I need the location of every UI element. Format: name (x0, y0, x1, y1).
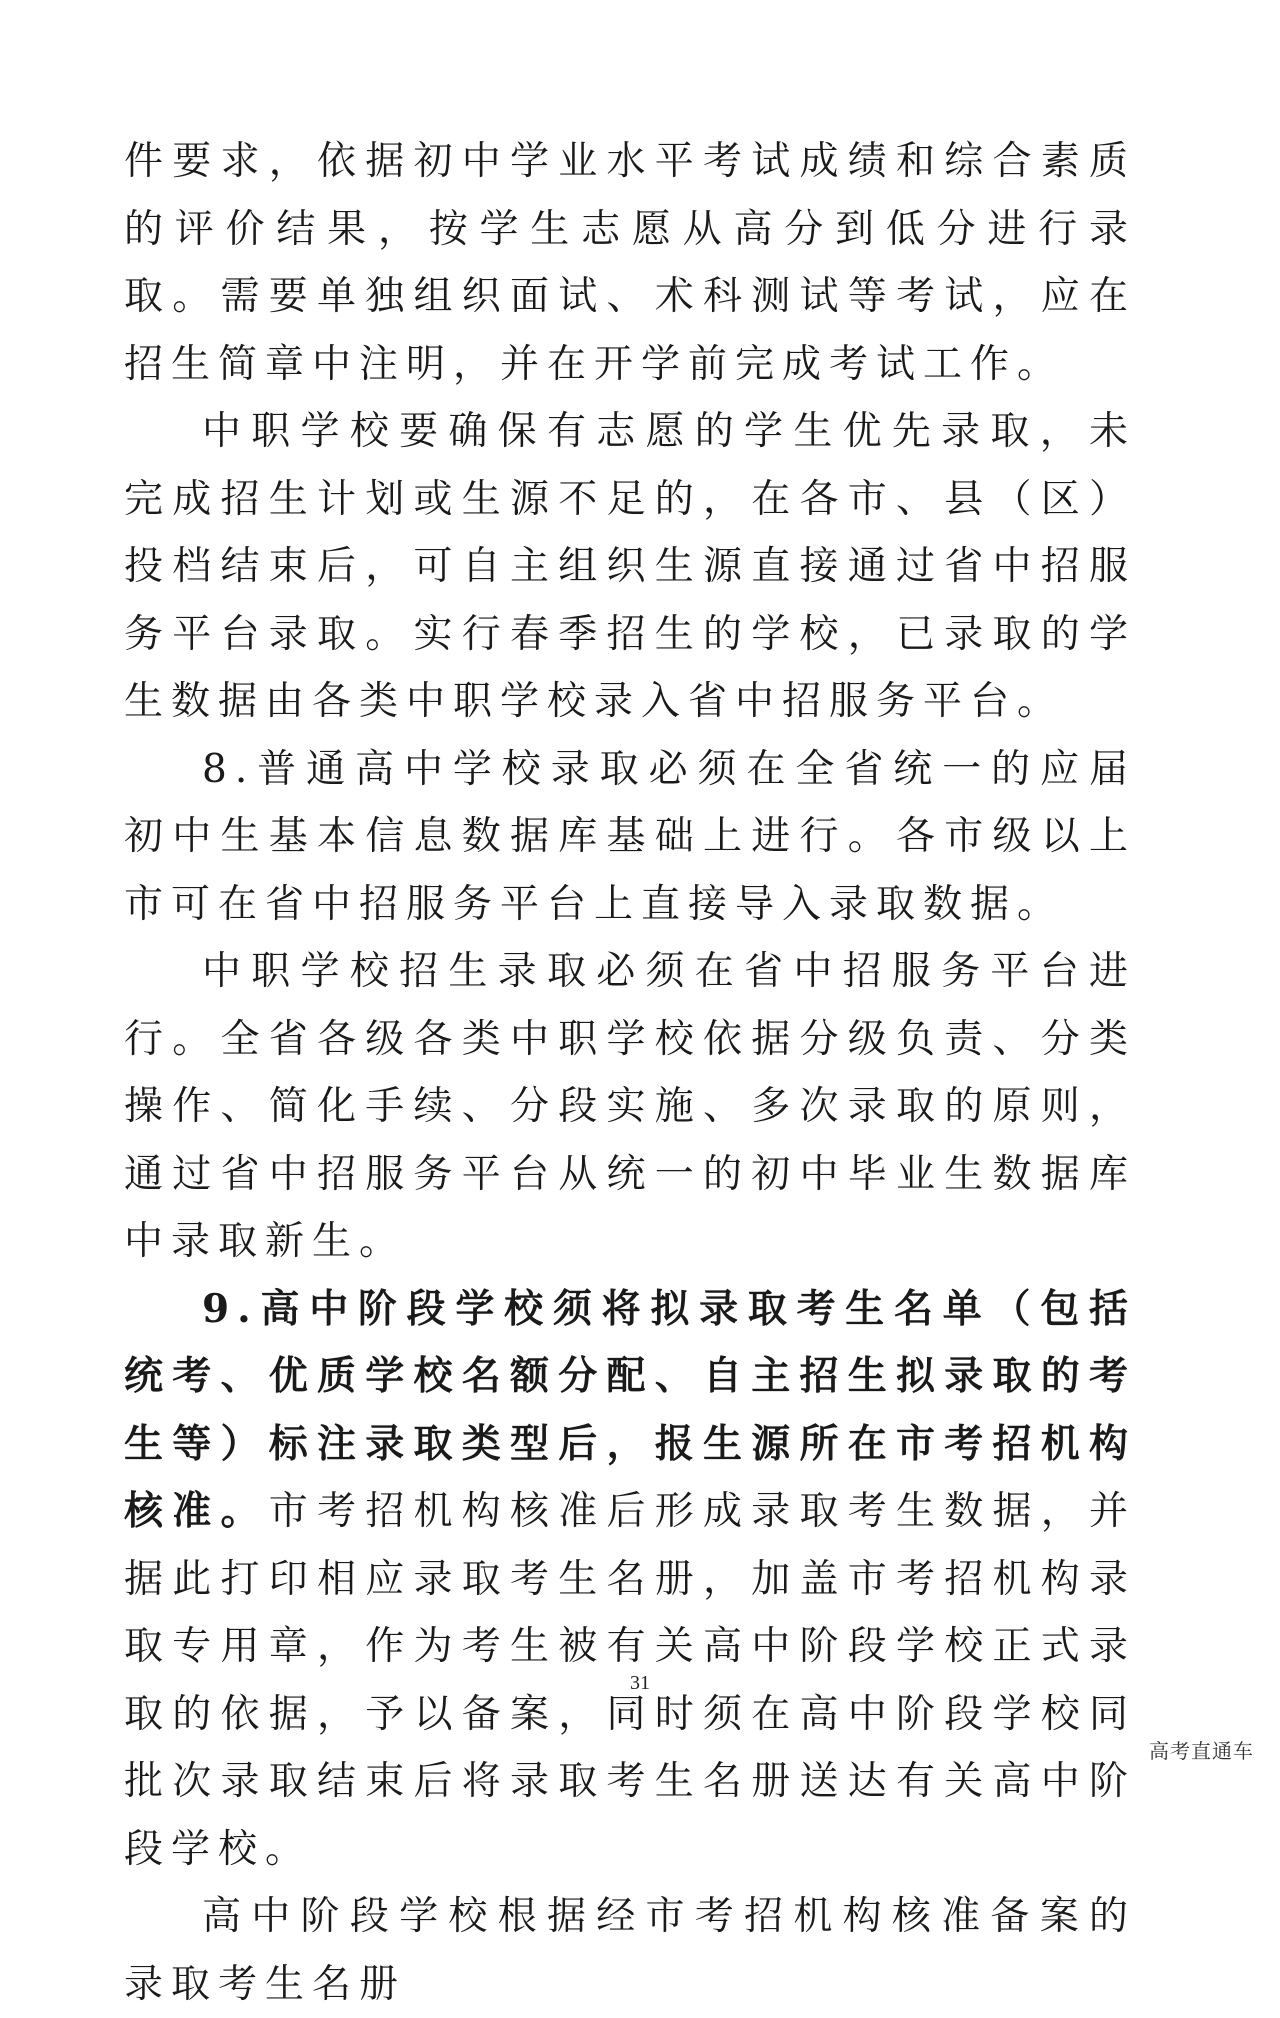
paragraph-4 (124, 938, 1136, 1276)
paragraph-bold-lead: 9.高中阶段学校须将拟录取考生名单（包括统考、优质学校名额分配、自主招生拟录取的考生等）标注录取类型后，报生源所在市考招机构核准。 (124, 1285, 1136, 1534)
paragraph-text: 8.普通高中学校录取必须在全省统一的应届初中生基本信息数据库基础上进行。各市级以上市可在省中招服务平台上直接导入录取数据。 (124, 746, 1136, 927)
paragraph-5 (124, 1276, 1136, 1884)
page-number: 31 (630, 1672, 650, 1694)
paragraph-2 (124, 398, 1136, 736)
paragraph-6 (124, 1883, 1136, 2018)
paragraph-text: 中职学校招生录取必须在省中招服务平台进行。全省各级各类中职学校依据分级负责、分类操作、简化手续、分段实施、多次录取的原则，通过省中招服务平台从统一的初中毕业生数据库中录取新生。 (124, 949, 1136, 1264)
paragraph-text: 市考招机构核准后形成录取考生数据，并据此打印相应录取考生名册，加盖市考招机构录取专用章，作为考生被有关高中阶段学校正式录取的依据，予以备案，同时须在高中阶段学校同批次录取结束后将录取考生名册送达有关高中阶段学校。 (124, 1489, 1136, 1872)
paragraph-text: 高中阶段学校根据经市考招机构核准备案的录取考生名册 (124, 1894, 1136, 2007)
paragraph-3 (124, 736, 1136, 939)
document-body (124, 128, 1136, 2018)
paragraph-1 (124, 128, 1136, 398)
watermark-label: 高考直通车 (1149, 1739, 1254, 1763)
paragraph-text: 中职学校要确保有志愿的学生优先录取，未完成招生计划或生源不足的，在各市、县（区）投档结束后，可自主组织生源直接通过省中招服务平台录取。实行春季招生的学校，已录取的学生数据由各类中职学校录入省中招服务平台。 (124, 409, 1136, 724)
paragraph-text: 件要求，依据初中学业水平考试成绩和综合素质的评价结果，按学生志愿从高分到低分进行录取。需要单独组织面试、术科测试等考试，应在招生简章中注明，并在开学前完成考试工作。 (124, 139, 1136, 387)
